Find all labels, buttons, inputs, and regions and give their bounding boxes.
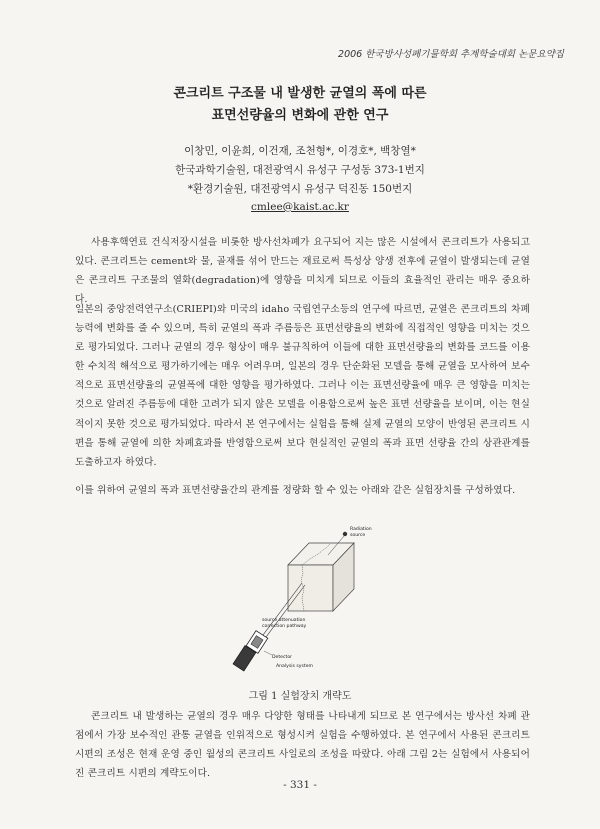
radiation-source-marker bbox=[343, 532, 347, 536]
body-paragraph-4: 콘크리트 내 발생하는 균열의 경우 매우 다양한 형태를 나타내게 되므로 본 연구에서는 방사선 차폐 관점에서 가장 보수적인 관통 균열을 인위적으로 형성시켜 실험을 수행하였다. 본 연구에서 사용된 콘크리트 시편의 조성은 현재 운영 중인 월성의 콘크리트 사일로의 조성을 따랐다. 아래 그림 2는 실험에서 사용되어진 콘크리트 시편의 계략도이다. bbox=[75, 711, 530, 780]
label-pathway-1: source attenuation bbox=[262, 618, 306, 623]
label-radiation: Radiation bbox=[350, 527, 372, 532]
label-detector: Detector bbox=[272, 655, 293, 660]
affiliation-2: *환경기술원, 대전광역시 유성구 덕진동 150번지 bbox=[187, 183, 413, 195]
affiliation-1: 한국과학기술원, 대전광역시 유성구 구성동 373-1번지 bbox=[175, 164, 425, 176]
detector-leader bbox=[264, 651, 272, 655]
label-analysis: Analysis system bbox=[276, 664, 313, 669]
experimental-setup-figure bbox=[232, 521, 382, 683]
label-pathway-2: correction pathway bbox=[262, 624, 307, 629]
setup-diagram bbox=[232, 521, 382, 683]
author-list: 이창민, 이윤희, 이건재, 조천형*, 이경호*, 백창열* bbox=[184, 145, 416, 157]
paper-title-line-1: 콘크리트 구조물 내 발생한 균열의 폭에 따른 bbox=[173, 86, 427, 101]
paper-title-line-2: 표면선량율의 변화에 관한 연구 bbox=[211, 108, 389, 123]
page-number: - 331 - bbox=[283, 779, 317, 791]
body-paragraph-2: 일본의 중앙전력연구소(CRIEPI)와 미국의 idaho 국립연구소등의 연구에 따르면, 균열은 콘크리트의 차폐능력에 변화를 줄 수 있으며, 특히 균열의 폭과 주름등은 표면선량율의 변화에 직접적인 영향을 미치는 것으로 평가되었다. 그러나 균열의 경우 형상이 매우 불규칙하여 이들에 대한 표면선량율의 변화를 코드를 이용한 수치적 해석으로 평가하기에는 매우 어려우며, 일본의 경우 단순화된 모델을 통해 균열을 모사하여 보수적으로 표면선량율의 균열폭에 대한 영향을 평가하였다. 그러나 이는 표면선량율에 매우 큰 영향을 미치는 것으로 알려진 주름등에 대한 고려가 되지 않은 모델을 이용함으로써 높은 표면 선량율을 보이며, 이는 현실적이지 못한 것으로 평가되었다. 따라서 본 연구에서는 실험을 통해 실제 균열의 모양이 반영된 콘크리트 시편을 통해 균열에 의한 차폐효과를 반영함으로써 보다 현실적인 균열의 폭과 표면 선량율 간의 상관관계를 도출하고자 하였다. bbox=[75, 304, 530, 468]
block-front-face bbox=[288, 565, 333, 611]
proceedings-header: 2006 한국방사성폐기물학회 추계학술대회 논문요약집 bbox=[338, 49, 564, 60]
email-link[interactable]: cmlee@kaist.ac.kr bbox=[251, 201, 349, 213]
pathway-line-2 bbox=[263, 585, 305, 641]
figure-caption: 그림 1 실험장치 개략도 bbox=[248, 691, 352, 702]
body-paragraph-3: 이를 위하여 균열의 폭과 표면선량율간의 관계를 정량화 할 수 있는 아래와 같은 실험장치를 구성하였다. bbox=[75, 485, 516, 496]
label-source: source bbox=[350, 533, 366, 538]
email-line bbox=[0, 201, 600, 213]
body-paragraph-1: 사용후핵연료 건식저장시설을 비롯한 방사선차폐가 요구되어 지는 많은 시설에서 콘크리트가 사용되고 있다. 콘크리트는 cement와 물, 골재를 섞어 만드는 재료로써 특성상 양생 전후에 균열이 발생되는데 균열은 콘크리트 구조물의 열화(degradation)에 영향을 미치게 되므로 이들의 효율적인 관리는 매우 중요하다. bbox=[75, 237, 530, 306]
